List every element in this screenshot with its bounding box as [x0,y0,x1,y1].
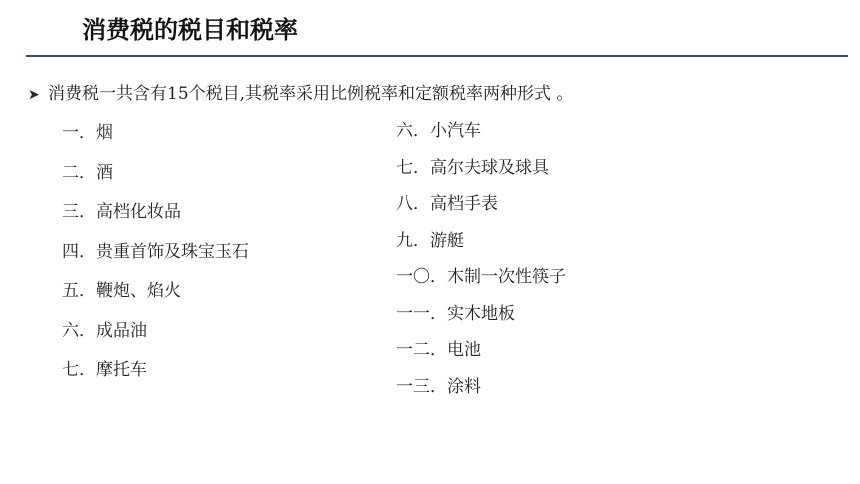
list-item: 九．游艇 [396,230,464,251]
list-item: 四．贵重首饰及珠宝玉石 [62,241,249,262]
list-item: 一．烟 [62,123,113,143]
title-divider [26,55,848,57]
list-item: 三．高档化妆品 [62,202,181,222]
list-item: 二．酒 [62,162,113,183]
list-item: 六．成品油 [62,320,147,341]
list-item: 一三．涂料 [396,376,481,397]
intro-paragraph [28,82,573,107]
tax-items-right-column [396,118,566,410]
list-item: 七．摩托车 [62,360,147,380]
list-item: 七．高尔夫球及球具 [396,157,549,178]
list-item: 六．小汽车 [396,121,481,141]
intro-text: 消费税一共含有15个税目,其税率采用比例税率和定额税率两种形式 。 [48,84,574,104]
list-item: 一一．实木地板 [396,303,515,324]
list-item: 一二．电池 [396,340,481,360]
page-title: 消费税的税目和税率 [82,16,298,44]
list-item: 八．高档手表 [396,194,498,214]
tax-items-left-column [62,120,249,397]
list-item: 一〇．木制一次性筷子 [396,267,566,287]
arrow-right-bullet-icon: ➤ [28,87,40,103]
list-item: 五．鞭炮、焰火 [62,281,181,301]
